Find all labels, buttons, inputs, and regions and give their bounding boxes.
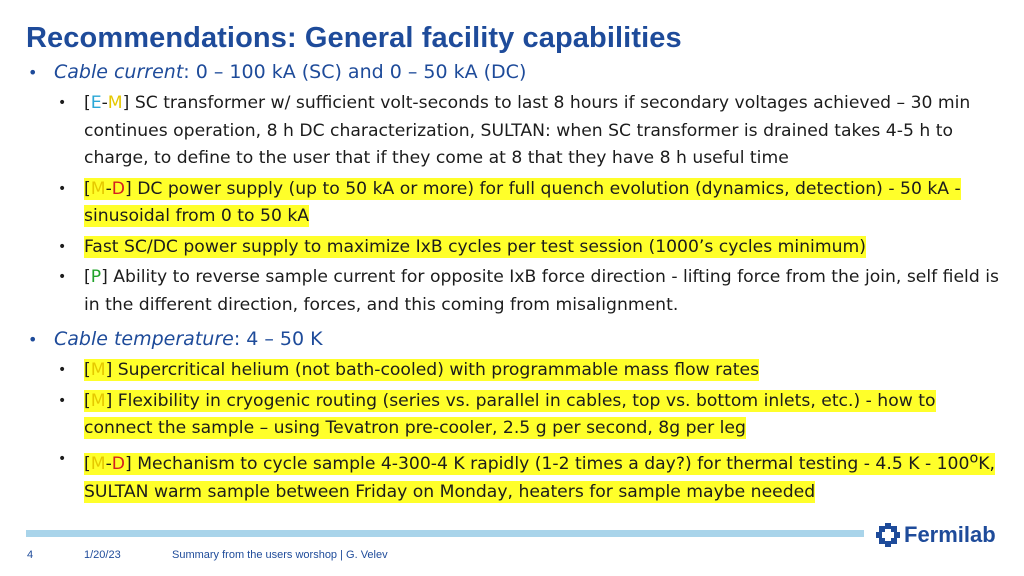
section-heading: Cable temperature bbox=[54, 328, 234, 350]
sub-bullet: • [E-M] SC transformer w/ sufficient volt-seconds to last 8 hours if secondary voltages achieved – 30 min continues operation, 8 h DC characterization, SULTAN: when SC transformer is drained takes 4-5 h to charge, to define to the user that if they come at 8 that they have 8 h useful time bbox=[26, 90, 1006, 173]
footer-divider bbox=[26, 530, 864, 537]
footer-text: Summary from the users worshop | G. Velev bbox=[172, 549, 388, 561]
sub-bullet: • [M-D] DC power supply (up to 50 kA or more) for full quench evolution (dynamics, detection) - 50 kA - sinusoidal from 0 to 50 kA bbox=[26, 176, 1006, 231]
sub-bullet: • [M] Flexibility in cryogenic routing (series vs. parallel in cables, top vs. bottom inlets, etc.) - how to connect the sample – using Tevatron pre-cooler, 2.5 g per second, 8g per leg bbox=[26, 388, 1006, 443]
sub-bullet: • [P] Ability to reverse sample current for opposite IxB force direction - lifting force from the join, self field is in the different direction, forces, and this coming from misalignment. bbox=[26, 264, 1006, 319]
superscript: o bbox=[969, 450, 979, 467]
item-text: Supercritical helium (not bath-cooled) with programmable mass flow rates bbox=[112, 360, 760, 380]
item-text: Fast SC/DC power supply to maximize IxB cycles per test session (1000’s cycles minimum) bbox=[84, 236, 866, 257]
bullet-icon: • bbox=[58, 362, 67, 378]
item-text: K, SULTAN warm sample between Friday on Monday, heaters for sample maybe needed bbox=[84, 454, 995, 502]
item-text: SC transformer w/ sufficient volt-seconds to last 8 hours if secondary voltages achieved – 30 min continues operation, 8 h DC characterization, SULTAN: when SC transformer is drained takes 4-5 h to charge, to define to the user that if they come at 8 that they have 8 h useful time bbox=[84, 93, 971, 168]
item-text: Flexibility in cryogenic routing (series vs. parallel in cables, top vs. bottom inlets, etc.) - how to connect the sample – using Tevatron pre-cooler, 2.5 g per second, 8g per leg bbox=[84, 390, 936, 438]
section-heading: Cable current bbox=[54, 61, 184, 83]
tag-E: E bbox=[90, 93, 102, 113]
bullet-icon: • bbox=[58, 180, 67, 197]
item-text: Mechanism to cycle sample 4-300-4 K rapidly (1-2 times a day?) for thermal testing - 4.5 K - 100 bbox=[131, 454, 970, 475]
bullet-icon: • bbox=[58, 238, 67, 255]
tag-M: M bbox=[90, 360, 106, 380]
bullet-icon: • bbox=[58, 450, 67, 467]
logo-text: Fermilab bbox=[904, 522, 996, 547]
footer-date: 1/20/23 bbox=[84, 549, 121, 561]
sub-bullet: • [M] Supercritical helium (not bath-cooled) with programmable mass flow rates bbox=[26, 357, 1006, 385]
bullet-cable-temperature bbox=[26, 325, 1006, 354]
tag-P: P bbox=[90, 267, 102, 287]
slide-title: Recommendations: General facility capabilities bbox=[26, 22, 682, 54]
slide-content bbox=[26, 58, 1006, 506]
section-detail: : 0 – 100 kA (SC) and 0 – 50 kA (DC) bbox=[183, 61, 527, 83]
page-number: 4 bbox=[27, 549, 34, 561]
item-text: DC power supply (up to 50 kA or more) for full quench evolution (dynamics, detection) - 50 kA - sinusoidal from 0 to 50 kA bbox=[84, 178, 961, 226]
tag-D: D bbox=[111, 178, 126, 199]
tag-D: D bbox=[111, 454, 126, 475]
tag-bracket: [ bbox=[84, 93, 91, 113]
tag-M: M bbox=[90, 454, 106, 475]
item-text: Ability to reverse sample current for opposite IxB force direction - lifting force from the join, self field is in the different direction, forces, and this coming from misalignment. bbox=[84, 267, 999, 315]
bullet-icon: • bbox=[58, 269, 67, 285]
sub-bullet bbox=[26, 234, 1006, 262]
fermilab-logo bbox=[876, 522, 996, 548]
fermilab-logo-icon bbox=[876, 523, 900, 547]
bullet-icon: • bbox=[58, 95, 67, 111]
bullet-icon: • bbox=[28, 63, 38, 82]
section-detail: : 4 – 50 K bbox=[233, 328, 323, 350]
bullet-icon: • bbox=[58, 392, 67, 409]
tag-M: M bbox=[90, 390, 106, 411]
tag-M: M bbox=[107, 93, 123, 113]
bullet-icon: • bbox=[28, 330, 38, 349]
bullet-cable-current bbox=[26, 58, 1006, 87]
sub-bullet: • [M-D] Mechanism to cycle sample 4-300-4 K rapidly (1-2 times a day?) for thermal testing - 4.5 K - 100$^o$K, SULTAN warm sample between Friday on Monday, heaters for sample maybe needed bbox=[26, 446, 1006, 507]
tag-M: M bbox=[90, 178, 106, 199]
